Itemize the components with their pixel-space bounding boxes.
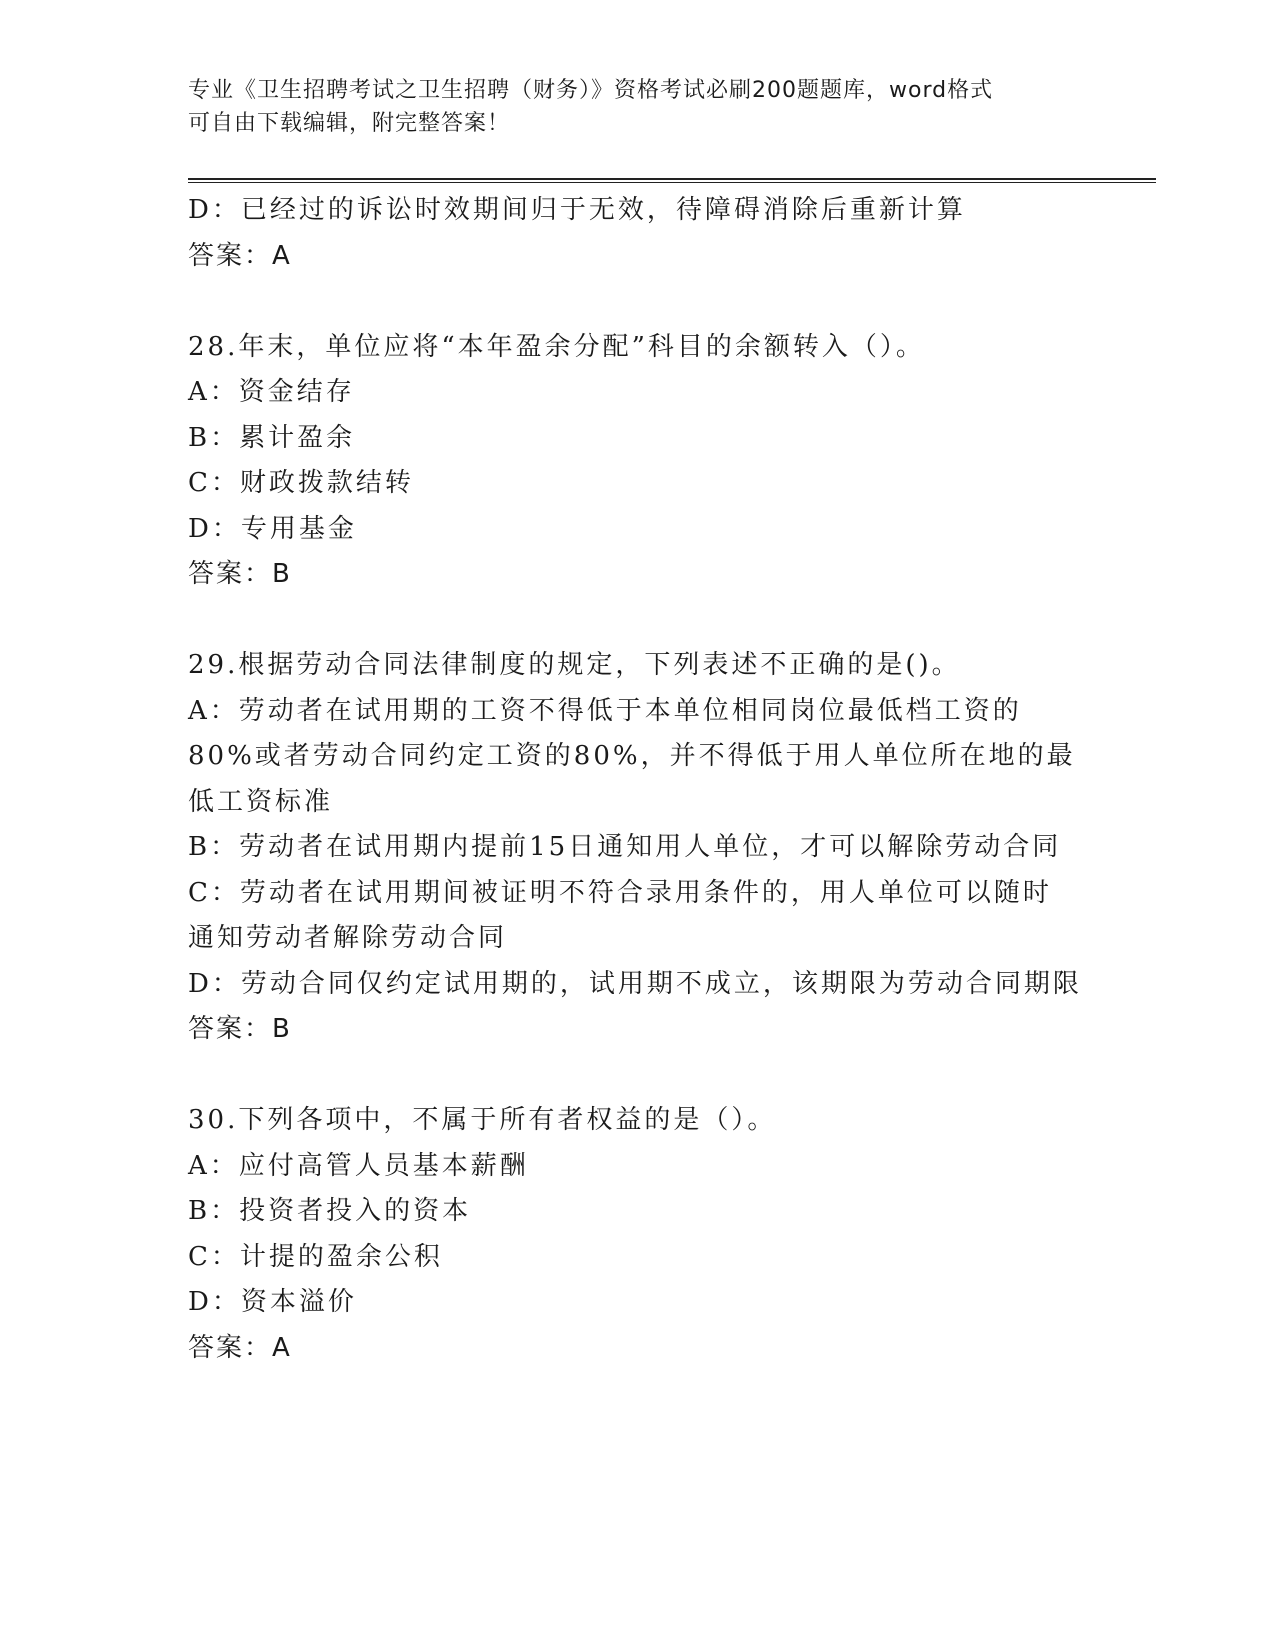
- answer: 答案：B: [188, 559, 292, 589]
- question-fragment: [188, 188, 1088, 279]
- page-header: [188, 74, 1078, 140]
- header-divider: [188, 178, 1156, 183]
- option-d: D：已经过的诉讼时效期间归于无效，待障碍消除后重新计算: [188, 195, 966, 225]
- option-a: A：资金结存: [188, 377, 355, 407]
- header-line-1: 专业《卫生招聘考试之卫生招聘（财务）》资格考试必刷200题题库，word格式: [188, 78, 994, 103]
- option-c: C：劳动者在试用期间被证明不符合录用条件的，用人单位可以随时通知劳动者解除劳动合同: [188, 877, 1052, 953]
- option-a: A：应付高管人员基本薪酬: [188, 1150, 529, 1181]
- question-29: [188, 643, 1088, 1053]
- option-d: D：劳动合同仅约定试用期的，试用期不成立，该期限为劳动合同期限: [188, 968, 1082, 999]
- header-line-2: 可自由下载编辑，附完整答案！: [188, 111, 511, 136]
- option-b: B：劳动者在试用期内提前15日通知用人单位，才可以解除劳动合同: [188, 832, 1062, 862]
- option-d: D：专用基金: [188, 513, 357, 544]
- question-stem: 29.根据劳动合同法律制度的规定，下列表述不正确的是()。: [188, 650, 961, 680]
- question-stem: 28.年末，单位应将“本年盈余分配”科目的余额转入（）。: [188, 331, 925, 362]
- answer: 答案：B: [188, 1014, 292, 1044]
- spacer: [188, 1053, 1088, 1099]
- option-b: B：累计盈余: [188, 422, 356, 453]
- option-a: A：劳动者在试用期的工资不得低于本单位相同岗位最低档工资的80%或者劳动合同约定工资的80%，并不得低于用人单位所在地的最低工资标准: [188, 695, 1076, 817]
- answer: 答案：A: [188, 240, 292, 271]
- option-c: C：计提的盈余公积: [188, 1241, 443, 1272]
- option-d: D：资本溢价: [188, 1287, 357, 1317]
- option-c: C：财政拨款结转: [188, 468, 414, 498]
- answer: 答案：A: [188, 1332, 292, 1363]
- spacer: [188, 598, 1088, 644]
- question-list: [188, 188, 1088, 1371]
- spacer: [188, 279, 1088, 325]
- question-30: [188, 1098, 1088, 1371]
- option-b: B：投资者投入的资本: [188, 1196, 472, 1226]
- question-stem: 30.下列各项中，不属于所有者权益的是（）。: [188, 1105, 777, 1135]
- question-28: [188, 325, 1088, 598]
